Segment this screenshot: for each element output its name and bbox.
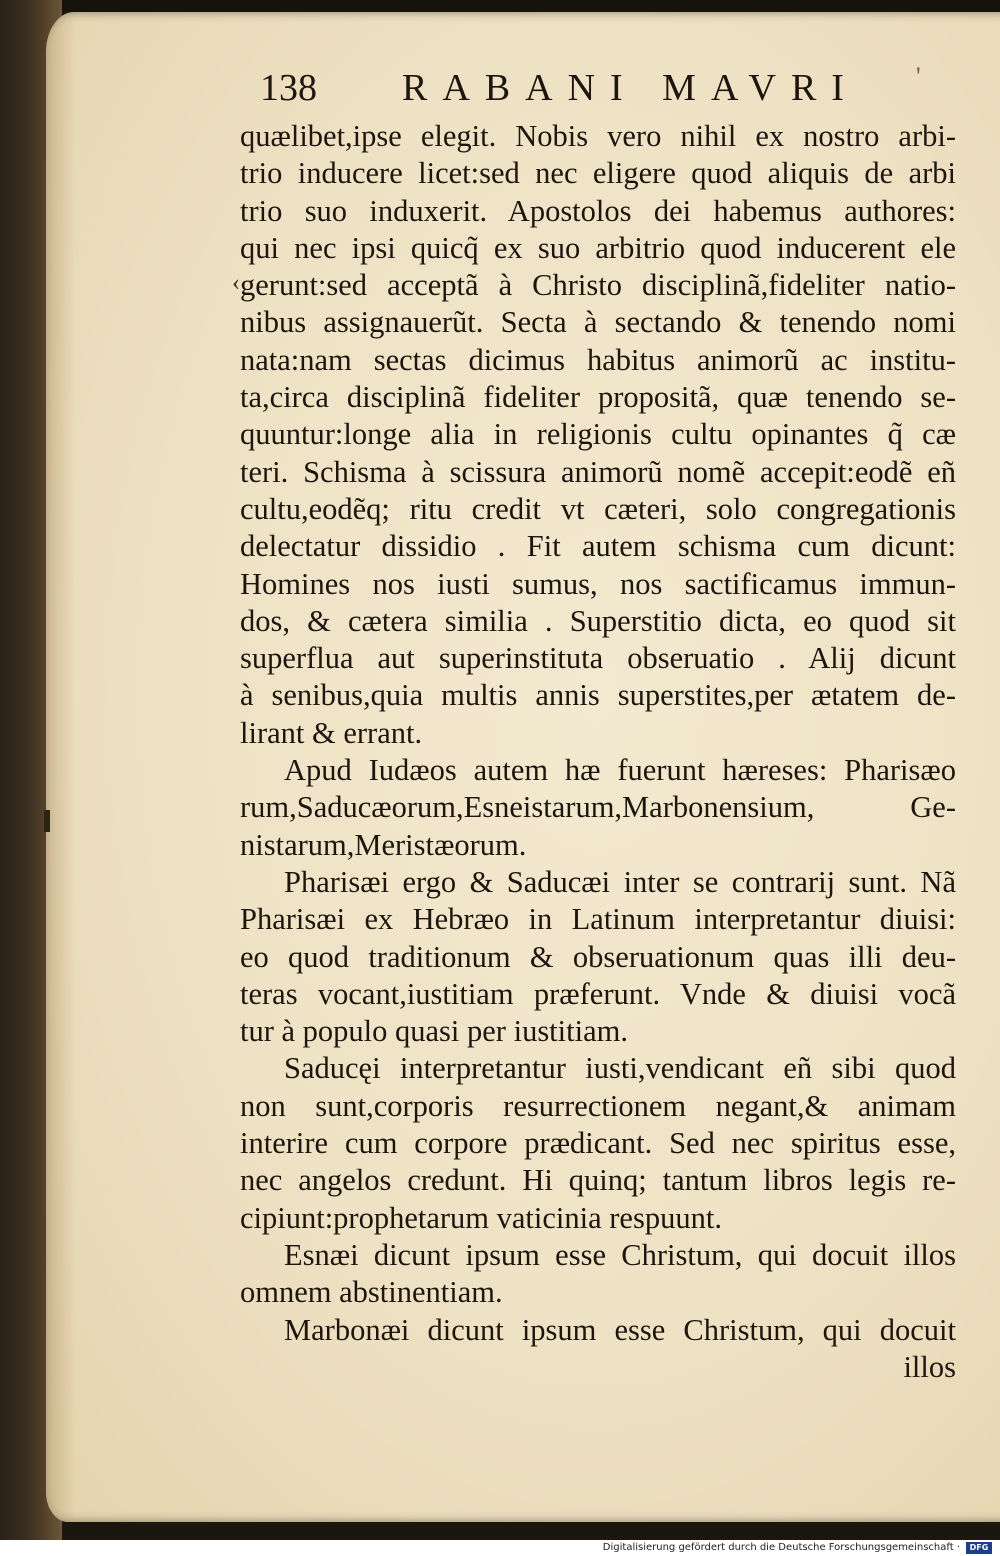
text-line: nata:nam sectas dicimus habitus animorũ ac institu- [240, 342, 956, 377]
text-line: tur à populo quasi per iustitiam. [240, 1014, 628, 1049]
running-title: RABANI MAVRI [402, 67, 859, 109]
header-mark: ' [916, 62, 921, 91]
text-line: trio suo induxerit. Apostolos dei habemus authores: [240, 193, 956, 228]
text-line: cipiunt:prophetarum vaticinia respuunt. [240, 1200, 722, 1235]
text-line: Pharisæi ergo & Saducæi inter se contrarij sunt. Nã [284, 864, 956, 899]
text-line: gerunt:sed acceptã à Christo disciplinã,fideliter natio- [240, 268, 956, 303]
margin-mark: ‹ [232, 270, 240, 296]
margin-ink-mark [44, 810, 50, 832]
text-line: nec angelos credunt. Hi quinq; tantum libros legis re- [240, 1163, 956, 1198]
text-line: eo quod traditionum & obseruationum quas illi deu- [240, 939, 956, 974]
text-line: Saducęi interpretantur iusti,vendicant eñ sibi quod [284, 1051, 956, 1086]
catchword: illos [903, 1349, 956, 1384]
text-line: ta,circa disciplinã fideliter propositã, quæ tenendo se- [240, 380, 956, 415]
text-line: teri. Schisma à scissura animorũ nomẽ accepit:eodẽ eñ [240, 454, 956, 489]
text-line: Marbonæi dicunt ipsum esse Christum, qui docuit [284, 1312, 956, 1347]
text-line: Esnæi dicunt ipsum esse Christum, qui docuit illos [284, 1237, 956, 1272]
text-line: nistarum,Meristæorum. [240, 827, 527, 862]
text-line: superflua aut superinstituta obseruatio . Alij dicunt [240, 641, 956, 676]
scan-top-edge [0, 0, 1000, 12]
text-line: nibus assignauerũt. Secta à sectando & tenendo nomi [240, 305, 956, 340]
text-line: teras vocant,iustitiam præferunt. Vnde & diuisi vocã [240, 976, 956, 1011]
text-line: delectatur dissidio . Fit autem schisma cum dicunt: [240, 529, 956, 564]
text-line: à senibus,quia multis annis superstites,per ætatem de- [240, 678, 956, 713]
text-line: trio inducere licet:sed nec eligere quod aliquis de arbi [240, 156, 956, 191]
text-line: rum,Saducæorum,Esneistarum,Marbonensium, Ge- [240, 790, 956, 825]
footer-credit: Digitalisierung gefördert durch die Deutsche Forschungsgemeinschaft · [602, 1542, 960, 1553]
text-line: Pharisæi ex Hebræo in Latinum interpretantur diuisi: [240, 902, 956, 937]
text-line: omnem abstinentiam. [240, 1275, 503, 1310]
text-line: lirant & errant. [240, 715, 423, 750]
text-line: quælibet,ipse elegit. Nobis vero nihil ex nostro arbi- [240, 119, 956, 153]
text-line: dos, & cætera similia . Superstitio dicta, eo quod sit [240, 603, 956, 638]
page-body-text [240, 118, 980, 1386]
text-line: non sunt,corporis resurrectionem negant,& animam [240, 1088, 956, 1123]
page-number: 138 [260, 67, 317, 109]
text-line: interire cum corpore prædicant. Sed nec spiritus esse, [240, 1126, 956, 1161]
dfg-logo: DFG [966, 1542, 992, 1554]
page-header [260, 62, 1000, 116]
text-line: Homines nos iusti sumus, nos sactificamus immun- [240, 566, 956, 601]
text-line: Apud Iudæos autem hæ fuerunt hæreses: Pharisæo [284, 753, 956, 788]
text-line: cultu,eodẽq; ritu credit vt cæteri, solo congregationis [240, 491, 956, 526]
text-line: qui nec ipsi quicq̃ ex suo arbitrio quod inducerent ele [240, 230, 956, 265]
text-line: quuntur:longe alia in religionis cultu opinantes q̃ cæ [240, 417, 956, 452]
digitization-footer [0, 1540, 1000, 1556]
